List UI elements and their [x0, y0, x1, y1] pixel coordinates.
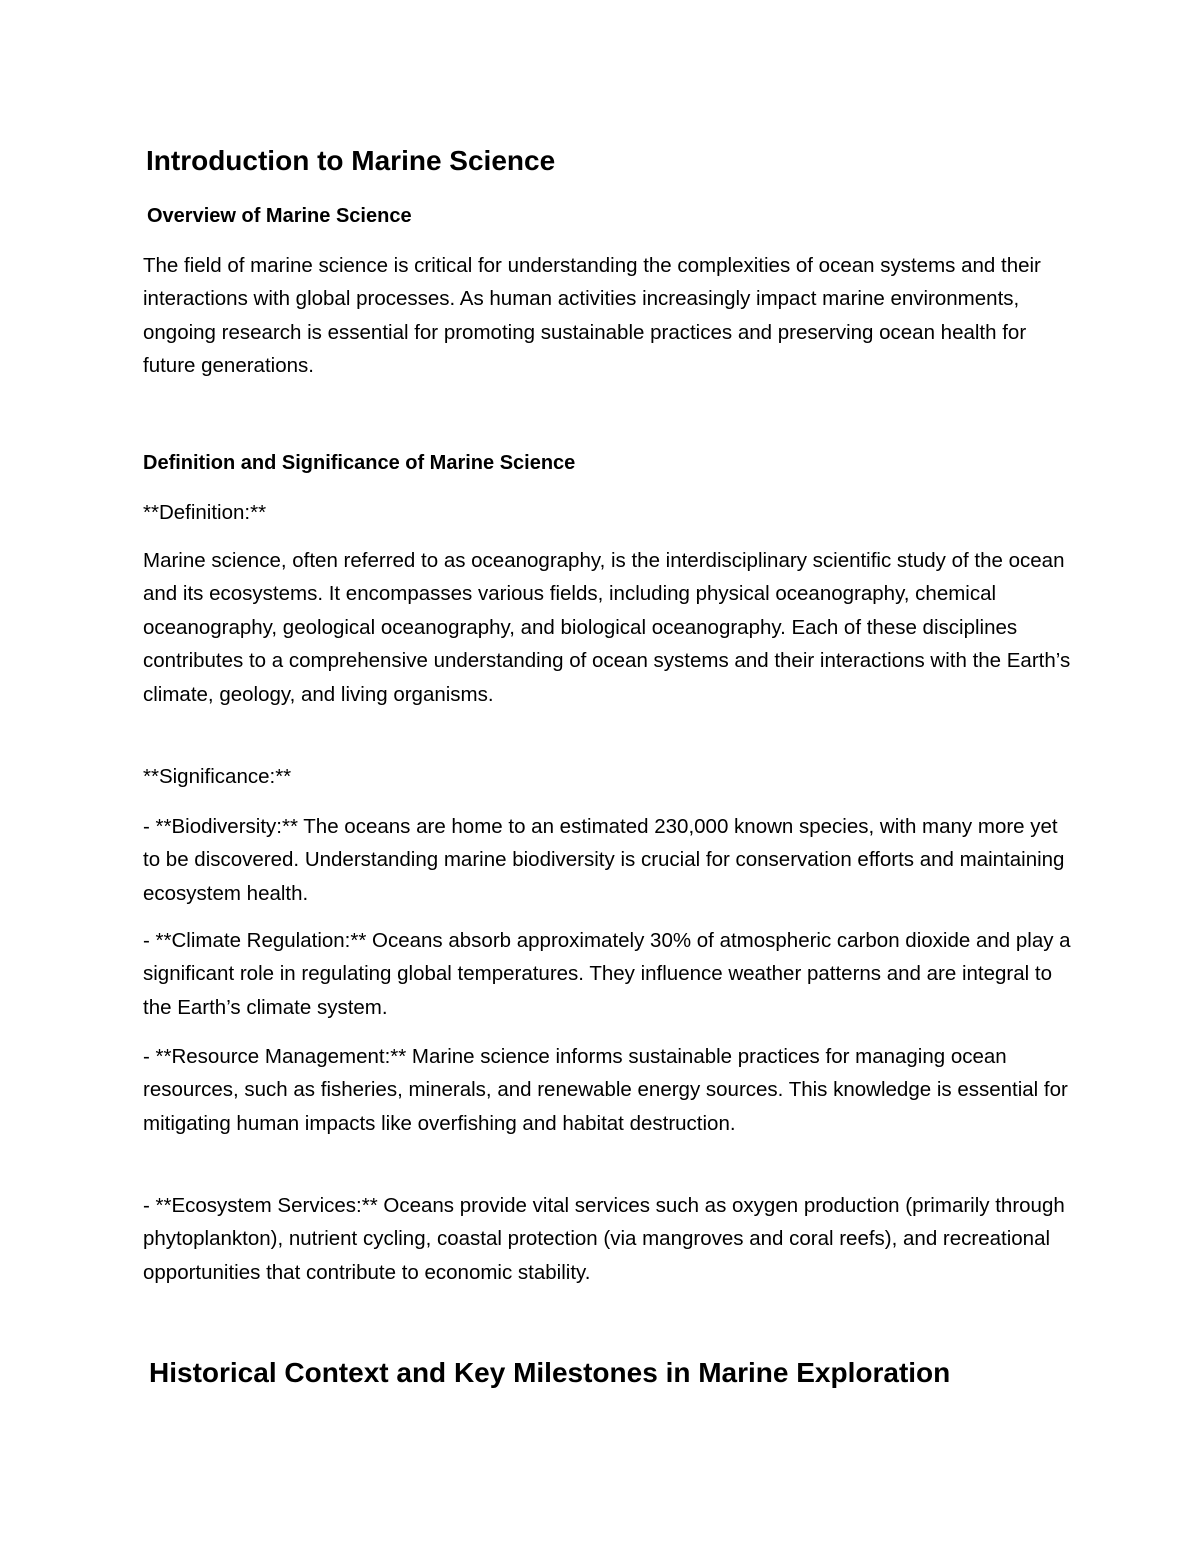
- overview-heading: Overview of Marine Science: [147, 205, 412, 227]
- page-title: Introduction to Marine Science: [146, 145, 556, 176]
- significance-item-ecosystem-services: - **Ecosystem Services:** Oceans provide vital services such as oxygen production (primarily through phytoplankton), nutrient cycling, coastal protection (via mangroves and coral reefs), and recreational opportunities that contribute to economic stability.: [143, 1194, 1065, 1284]
- significance-item-biodiversity: - **Biodiversity:** The oceans are home to an estimated 230,000 known species, with many more yet to be discovered. Understanding marine biodiversity is crucial for conservation efforts and maintaining ecosystem health.: [143, 815, 1065, 905]
- definition-label: **Definition:**: [143, 501, 267, 524]
- definition-paragraph: Marine science, often referred to as oceanography, is the interdisciplinary scientific study of the ocean and its ecosystems. It encompasses various fields, including physical oceanography, chemical oceanography, geological oceanography, and biological oceanography. Each of these disciplines contributes to a comprehensive understanding of ocean systems and their interactions with the Earth’s climate, geology, and living organisms.: [143, 549, 1071, 706]
- significance-item-resource-management: - **Resource Management:** Marine science informs sustainable practices for managing ocean resources, such as fisheries, minerals, and renewable energy sources. This knowledge is essential for mitigating human impacts like overfishing and habitat destruction.: [143, 1045, 1068, 1135]
- overview-paragraph: The field of marine science is critical for understanding the complexities of ocean systems and their interactions with global processes. As human activities increasingly impact marine environments, ongoing research is essential for promoting sustainable practices and preserving ocean health for future generations.: [143, 254, 1041, 378]
- definition-section-heading: Definition and Significance of Marine Science: [143, 452, 576, 474]
- next-section-heading: Historical Context and Key Milestones in Marine Exploration: [149, 1357, 951, 1388]
- significance-label: **Significance:**: [143, 765, 292, 788]
- significance-item-climate-regulation: - **Climate Regulation:** Oceans absorb approximately 30% of atmospheric carbon dioxide and play a significant role in regulating global temperatures. They influence weather patterns and are integral to the Earth’s climate system.: [143, 929, 1071, 1019]
